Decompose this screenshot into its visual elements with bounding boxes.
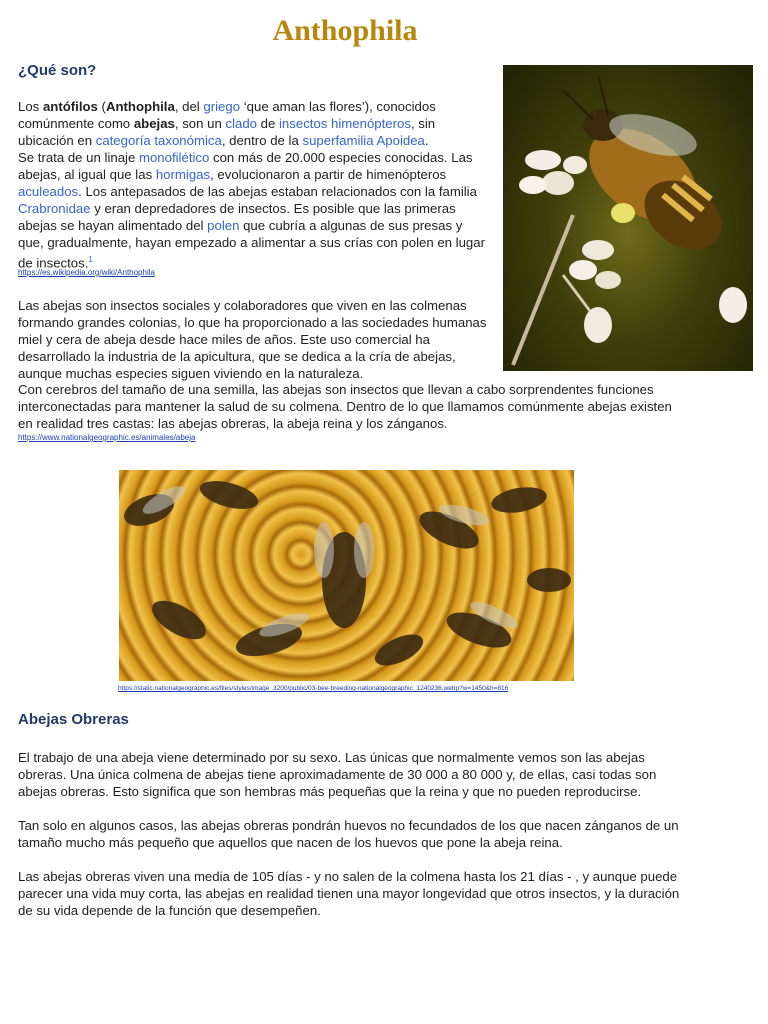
link-clado[interactable]: clado (225, 116, 257, 131)
link-monofiletico[interactable]: monofilético (138, 150, 210, 165)
link-insectos-himenopteros[interactable]: insectos himenópteros (279, 116, 411, 131)
source-link-wikipedia[interactable]: https://es.wikipedia.org/wiki/Anthophila (18, 268, 155, 277)
obreras-paragraph-3: Las abejas obreras viven una media de 105 días - y no salen de la colmena hasta los 21 días - , y aunque puede parecer una vida muy corta, las abejas en realidad tienen una mayor longevidad que otros insectos, y la duración de su vida depende de la función que desempeñen. (18, 869, 680, 918)
footnote-ref[interactable]: 1 (88, 255, 93, 264)
link-hormigas[interactable]: hormigas (155, 167, 211, 182)
honeycomb-bees-photo (119, 470, 574, 681)
source-link-natgeo[interactable]: https://www.nationalgeographic.es/animales/abeja (18, 433, 196, 442)
heading-que-son: ¿Qué son? (18, 62, 97, 79)
link-polen[interactable]: polen (207, 218, 240, 233)
link-aculeados[interactable]: aculeados (18, 184, 79, 199)
obreras-paragraph-1: El trabajo de una abeja viene determinado por su sexo. Las únicas que normalmente vemos son las abejas obreras. Una única colmena de abejas tiene aproximadamente de 30 000 a 80 000 y, de ellas, casi todas son abejas obreras. Esto significa que son hembras más pequeñas que la reina y que no pueden reproducirse. (18, 750, 657, 799)
social-paragraph: Las abejas son insectos sociales y colaboradores que viven en las colmenas formando grandes colonias, lo que ha proporcionado a las sociedades humanas miel y cera de abeja desde hace miles de años. Este uso comercial ha desarrollado la industria de la apicultura, que se dedica a la cría de abejas, aunque muchas especies siguen viviendo en la naturaleza. (18, 298, 487, 381)
link-superfamilia-apoidea[interactable]: superfamilia Apoidea (302, 133, 425, 148)
link-griego[interactable]: griego (203, 99, 241, 114)
bee-on-flower-photo (503, 65, 753, 371)
brain-paragraph: Con cerebros del tamaño de una semilla, las abejas son insectos que llevan a cabo sorprendentes funciones interconectadas para mantener la salud de su colmena. Dentro de lo que llamamos comúnmente abejas existen en realidad tres castas: las abejas obreras, la abeja reina y los zánganos. (18, 382, 672, 431)
obreras-paragraph-2: Tan solo en algunos casos, las abejas obreras pondrán huevos no fecundados de los que nacen zánganos de un tamaño mucho más pequeño que aquellos que nacen de los huevos que pone la abeja reina. (18, 818, 679, 850)
page-title: Anthophila (272, 14, 418, 47)
source-link-image[interactable]: https://static.nationalgeographic.es/files/styles/image_3200/public/03-bee-breeding-nationalgeographic_1240236.webp?w=1450&h=816 (118, 685, 509, 692)
link-crabronidae[interactable]: Crabronidae (18, 201, 91, 216)
link-categoria-taxonomica[interactable]: categoría taxonómica (95, 133, 222, 148)
intro-paragraph: Los antófilos (Anthophila, del griego ‘que aman las flores’), conocidos comúnmente como abejas, son un clado de insectos himenópteros, sin ubicación en categoría taxonómica, dentro de la superfamilia Apoidea. Se trata de un linaje monofilético con más de 20.000 especies conocidas. Las abejas, al igual que las hormigas, evolucionaron a partir de himenópteros aculeados. Los antepasados de las abejas estaban relacionados con la familia Crabronidae y eran depredadores de insectos. Es posible que las primeras abejas se hayan alimentado del polen que cubría a algunas de sus presas y que, gradualmente, hayan empezado a alimentar a sus crías con polen en lugar de insectos.$^1$ (18, 99, 485, 271)
heading-abejas-obreras: Abejas Obreras (18, 711, 129, 728)
